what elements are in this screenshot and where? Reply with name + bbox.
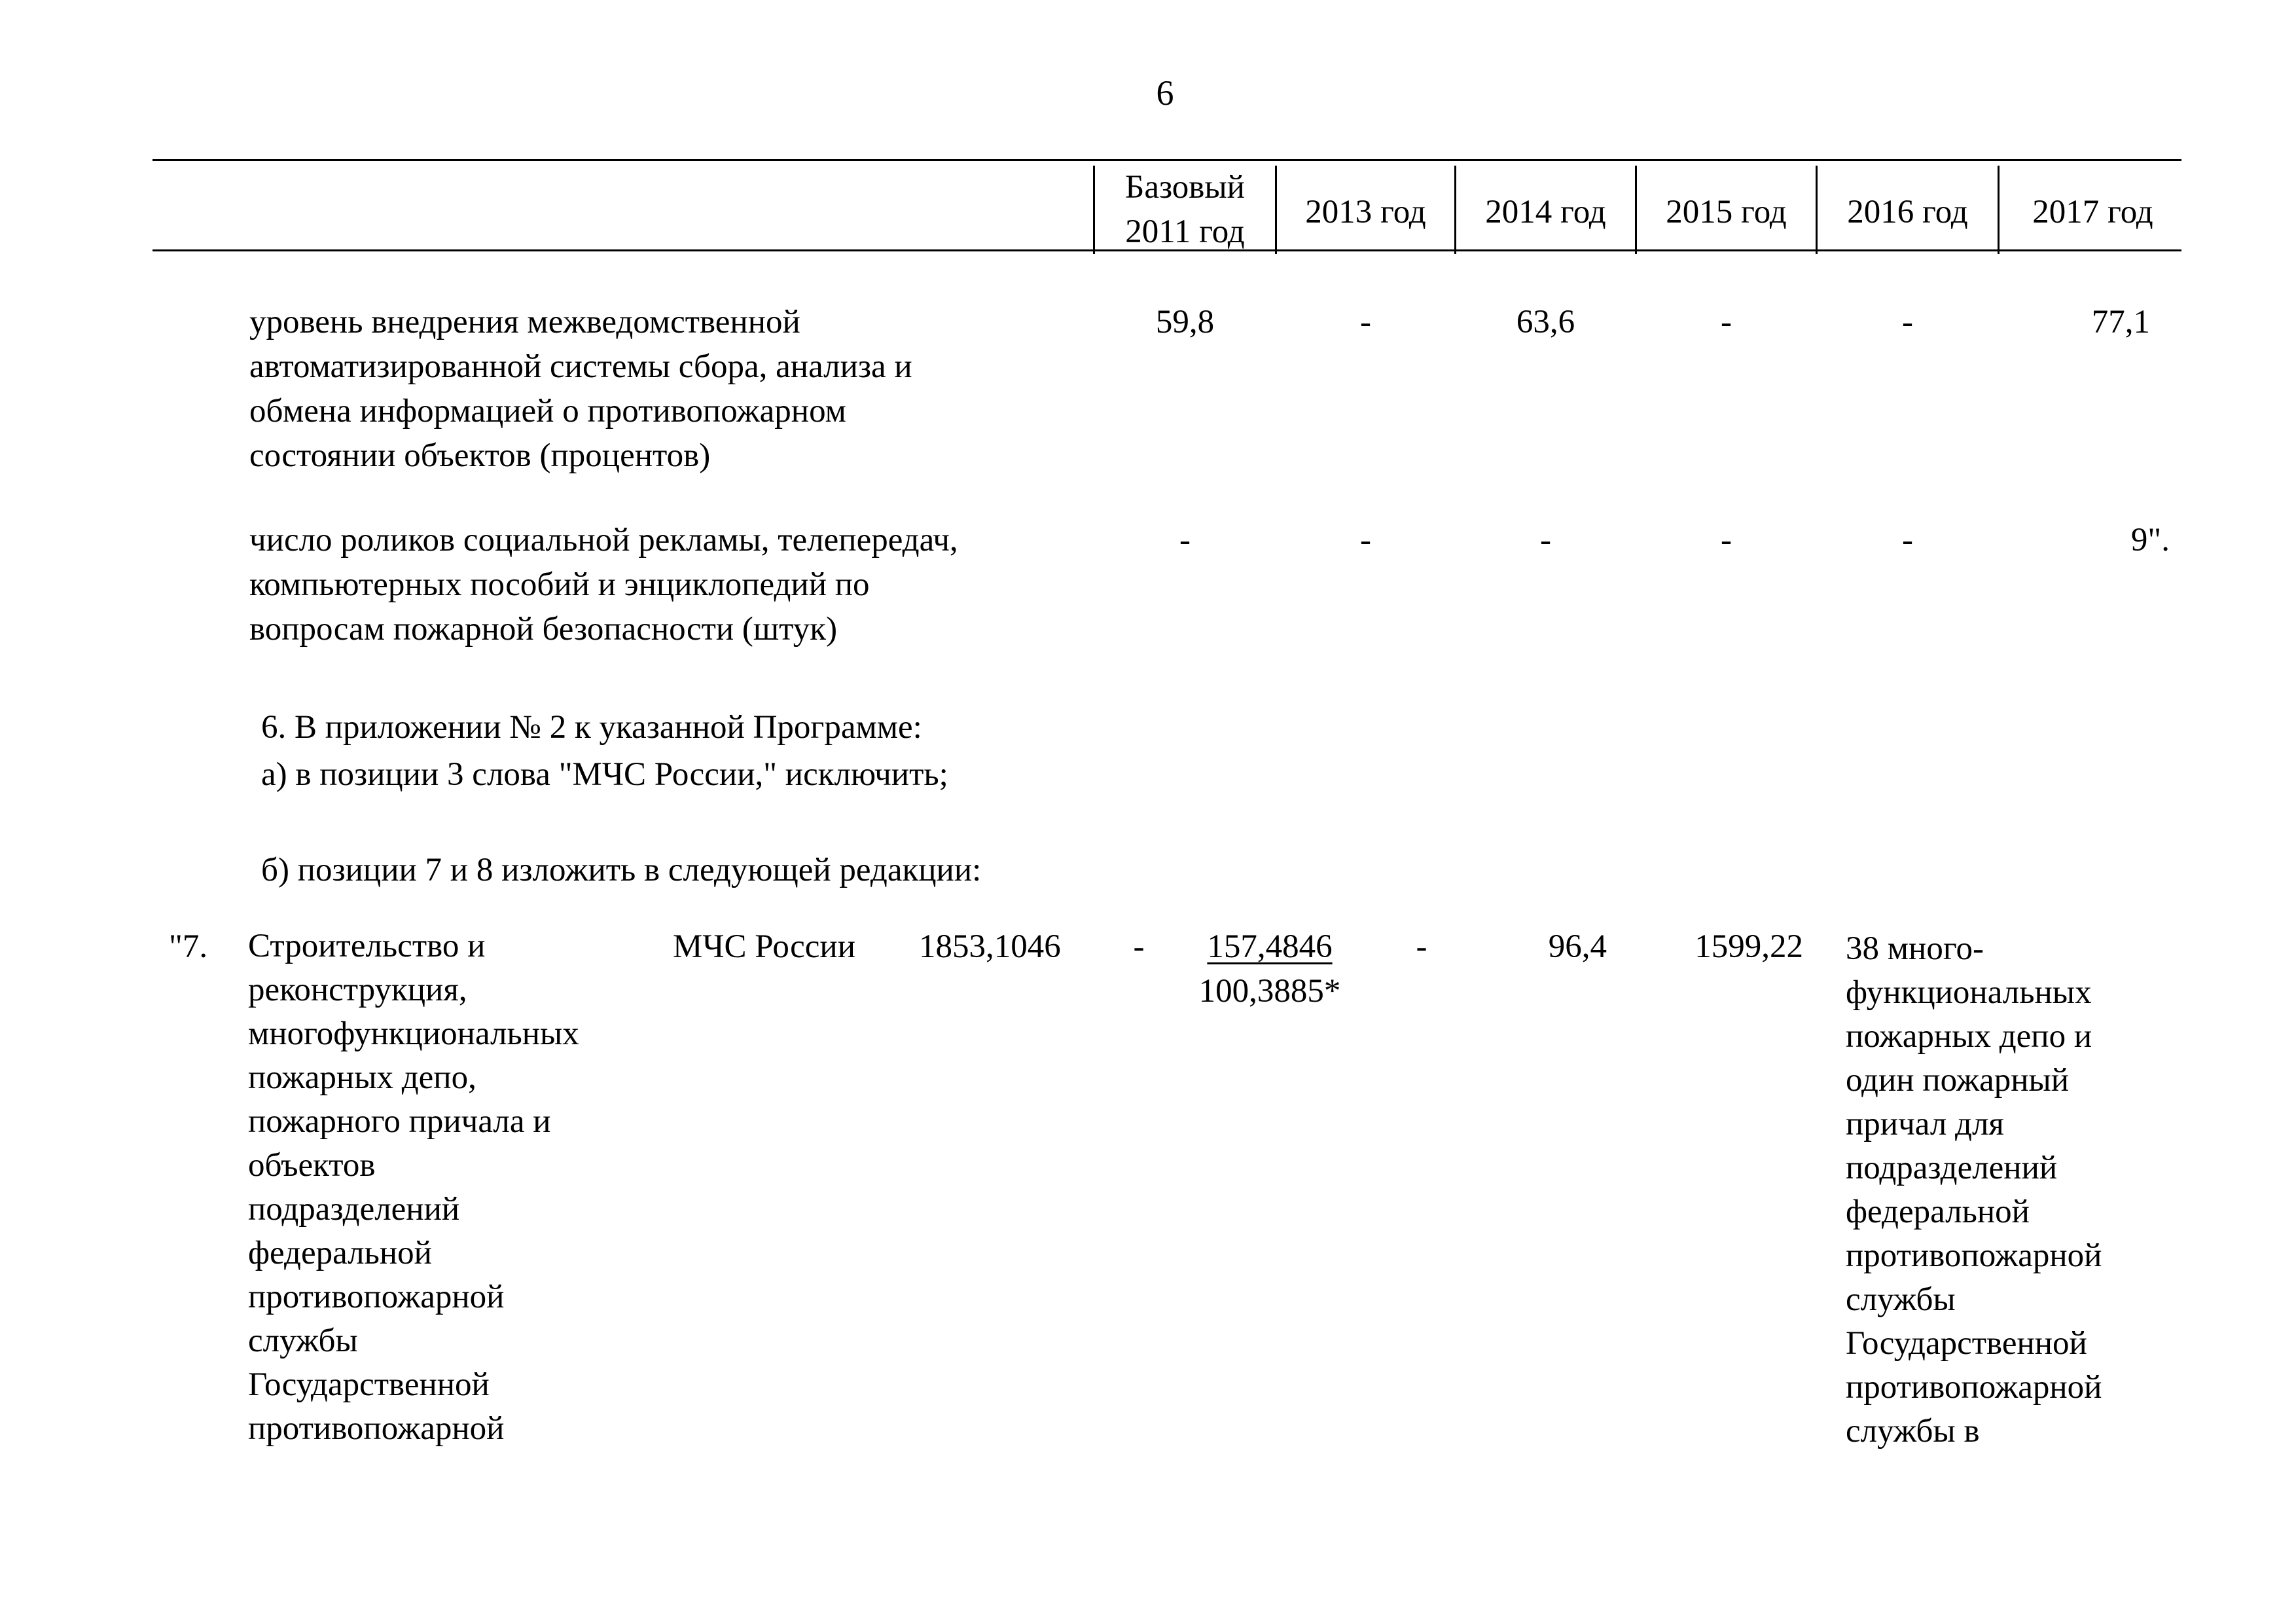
total-amount: 1853,1046 — [919, 928, 1061, 965]
result-line: службы в — [1846, 1413, 1980, 1450]
result-line: пожарных депо и — [1846, 1018, 2092, 1055]
label-line: автоматизированной системы сбора, анализа и — [249, 348, 912, 385]
value-2017: 9". — [2130, 522, 2170, 558]
position-number: "7. — [169, 928, 208, 965]
result-line: Государственной — [1846, 1325, 2087, 1362]
value-2014: 63,6 — [1516, 304, 1575, 340]
amendment-subitem-a: а) в позиции 3 слова "МЧС России," исключить; — [261, 756, 948, 793]
name-line: пожарного причала и — [248, 1103, 551, 1140]
result-line: службы — [1846, 1281, 1956, 1318]
header-top-rule — [152, 159, 2181, 161]
label-line: состоянии объектов (процентов) — [249, 437, 711, 474]
value-col-2-top: 157,4846 — [1207, 928, 1333, 965]
page-number: 6 — [1156, 73, 1174, 113]
result-line: причал для — [1846, 1106, 2004, 1142]
amendment-subitem-b: б) позиции 7 и 8 изложить в следующей редакции: — [261, 852, 982, 888]
label-line: число роликов социальной рекламы, телепередач, — [249, 522, 958, 558]
header-col-2016: 2016 год — [1847, 194, 1968, 230]
name-line: противопожарной — [248, 1279, 505, 1315]
name-line: объектов — [248, 1147, 376, 1184]
name-line: службы — [248, 1322, 358, 1359]
value-col-5: 1599,22 — [1695, 928, 1803, 965]
name-line: подразделений — [248, 1191, 460, 1228]
value-2013: - — [1360, 522, 1371, 558]
expected-result — [1846, 927, 2102, 1453]
header-col-2014: 2014 год — [1485, 194, 1606, 230]
result-line: один пожарный — [1846, 1062, 2070, 1099]
name-line: пожарных депо, — [248, 1059, 476, 1096]
value-base-2011: 59,8 — [1155, 304, 1215, 340]
name-line: многофункциональных — [248, 1015, 579, 1052]
result-line: 38 много- — [1846, 930, 1984, 967]
value-col-3: - — [1416, 928, 1427, 965]
indicator-label — [249, 518, 958, 651]
value-col-2-bottom: 100,3885* — [1198, 973, 1341, 1010]
result-line: противопожарной — [1846, 1369, 2102, 1406]
value-2015: - — [1721, 304, 1732, 340]
name-line: федеральной — [248, 1235, 432, 1271]
header-col-2015: 2015 год — [1666, 194, 1787, 230]
value-col-4: 96,4 — [1548, 928, 1607, 965]
amendment-item-6: 6. В приложении № 2 к указанной Программе: — [261, 709, 922, 746]
label-line: вопросам пожарной безопасности (штук) — [249, 611, 838, 647]
value-2017: 77,1 — [2091, 304, 2150, 340]
value-base-2011: - — [1179, 522, 1191, 558]
name-line: реконструкция, — [248, 972, 467, 1008]
value-col-2 — [1178, 924, 1361, 1013]
name-line: Государственной — [248, 1366, 490, 1403]
value-2016: - — [1902, 522, 1913, 558]
executor: МЧС России — [673, 928, 855, 965]
header-col-2013: 2013 год — [1305, 194, 1426, 230]
value-2014: - — [1540, 522, 1551, 558]
value-2013: - — [1360, 304, 1371, 340]
value-col-1: - — [1133, 928, 1145, 965]
header-col-2017: 2017 год — [2032, 194, 2153, 230]
result-line: противопожарной — [1846, 1237, 2102, 1274]
name-line: противопожарной — [248, 1410, 505, 1447]
name-line: Строительство и — [248, 928, 486, 964]
label-line: обмена информацией о противопожарном — [249, 393, 846, 429]
indicator-label — [249, 300, 912, 478]
label-line: компьютерных пособий и энциклопедий по — [249, 566, 870, 603]
value-2015: - — [1721, 522, 1732, 558]
value-2016: - — [1902, 304, 1913, 340]
result-line: подразделений — [1846, 1150, 2058, 1186]
result-line: федеральной — [1846, 1194, 2030, 1230]
result-line: функциональных — [1846, 974, 2092, 1011]
position-name — [248, 924, 579, 1451]
label-line: уровень внедрения межведомственной — [249, 304, 800, 340]
header-col-base-2011: Базовый 2011 год — [1125, 169, 1245, 250]
